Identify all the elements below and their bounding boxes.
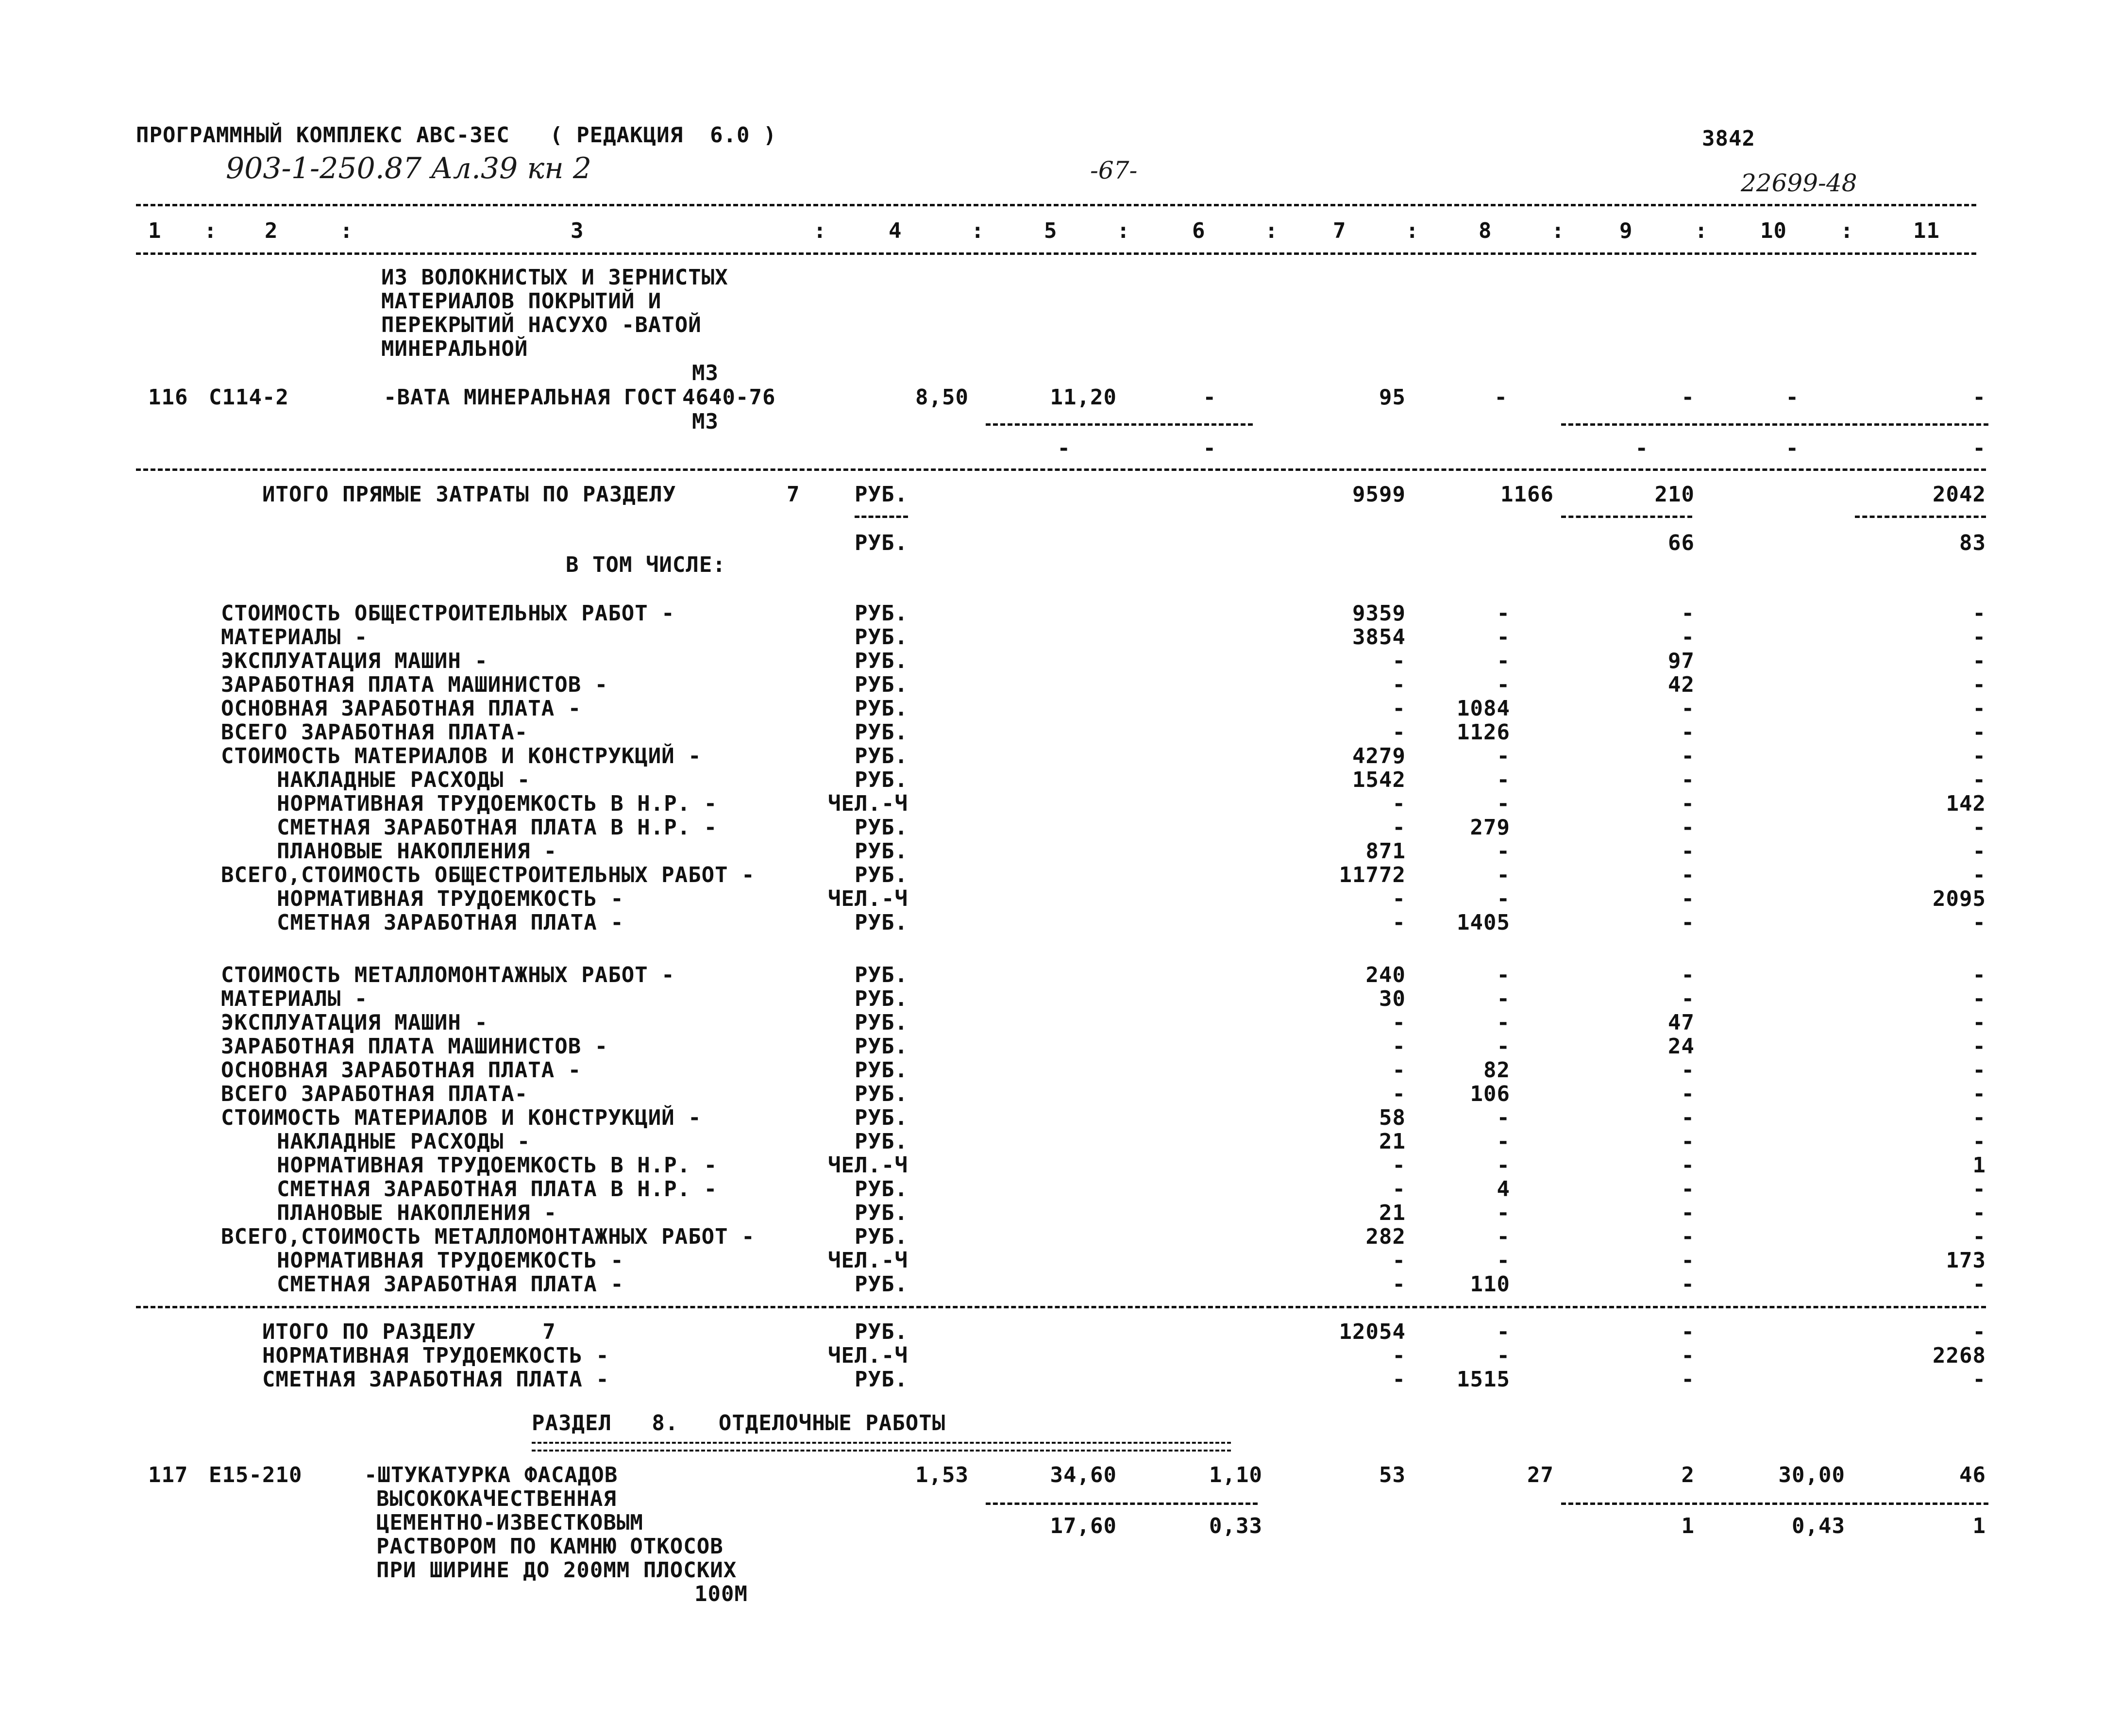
- row-c11: -: [1972, 963, 1986, 987]
- row-c11: -: [1972, 672, 1986, 697]
- item-116-unit-bottom: М3: [692, 409, 719, 434]
- row-label: СМЕТНАЯ ЗАРАБОТНАЯ ПЛАТА В Н.Р. -: [277, 1177, 718, 1202]
- row-c8: -: [1497, 863, 1510, 887]
- item-116-gost: 4640-76: [682, 385, 776, 410]
- row-c9: -: [1681, 1129, 1695, 1154]
- row-c8: -: [1497, 649, 1510, 673]
- row-c9: 24: [1668, 1034, 1695, 1059]
- item-117-c10: 30,00: [1778, 1463, 1845, 1487]
- row-label: СМЕТНАЯ ЗАРАБОТНАЯ ПЛАТА -: [277, 910, 624, 935]
- item-116-c10b: -: [1785, 436, 1799, 461]
- item-116-description-line: МАТЕРИАЛОВ ПОКРЫТИЙ И: [381, 289, 662, 314]
- row-c9: -: [1681, 1272, 1695, 1297]
- section-total-c8: -: [1497, 1319, 1510, 1344]
- column-separator: :: [1840, 218, 1854, 243]
- row-c9: 47: [1668, 1010, 1695, 1035]
- row-c11: -: [1972, 1105, 1986, 1130]
- column-separator: :: [1406, 218, 1419, 243]
- row-c11: -: [1972, 1058, 1986, 1083]
- row-label: ВСЕГО,СТОИМОСТЬ ОБЩЕСТРОИТЕЛЬНЫХ РАБОТ -: [221, 863, 755, 887]
- row-c8: -: [1497, 1153, 1510, 1178]
- item-117-description-line: ПРИ ШИРИНЕ ДО 200ММ ПЛОСКИХ: [376, 1558, 737, 1583]
- item-117-c6: 1,10: [1209, 1463, 1262, 1487]
- row-c9: -: [1681, 1105, 1695, 1130]
- item-117-code: Е15-210: [209, 1463, 303, 1487]
- item-117-c5b: 17,60: [1050, 1514, 1117, 1538]
- row-c7: 9359: [1352, 601, 1406, 626]
- column-separator: :: [1551, 218, 1565, 243]
- column-separator: :: [1117, 218, 1130, 243]
- row-unit: РУБ.: [855, 625, 908, 650]
- column-number-7: 7: [1333, 218, 1346, 243]
- row-label: ВСЕГО ЗАРАБОТНАЯ ПЛАТА-: [221, 720, 528, 745]
- row-c8: 1084: [1457, 696, 1510, 721]
- row-c9: -: [1681, 815, 1695, 840]
- item-117-c4: 1,53: [915, 1463, 969, 1487]
- row-label: НОРМАТИВНАЯ ТРУДОЕМКОСТЬ -: [277, 886, 624, 911]
- section-total-unit: РУБ.: [855, 1367, 908, 1392]
- row-c8: -: [1497, 1010, 1510, 1035]
- row-c8: -: [1497, 791, 1510, 816]
- section-total-c8: -: [1497, 1343, 1510, 1368]
- row-c9: -: [1681, 1224, 1695, 1249]
- row-c11: -: [1972, 986, 1986, 1011]
- row-label: СТОИМОСТЬ МЕТАЛЛОМОНТАЖНЫХ РАБОТ -: [221, 963, 675, 987]
- item-117-c10b: 0,43: [1792, 1514, 1845, 1538]
- column-separator: :: [340, 218, 353, 243]
- section-total-c11: -: [1972, 1319, 1986, 1344]
- item-116-description-line: ИЗ ВОЛОКНИСТЫХ И ЗЕРНИСТЫХ: [381, 265, 728, 290]
- row-c9: -: [1681, 720, 1695, 745]
- item-117-c6b: 0,33: [1209, 1514, 1262, 1538]
- row-c8: 1405: [1457, 910, 1510, 935]
- section-total-c11: 2268: [1933, 1343, 1986, 1368]
- item-116-sub-rule-5-6: [986, 423, 1253, 426]
- item-116-c10: -: [1785, 385, 1799, 410]
- row-c7: 3854: [1352, 625, 1406, 650]
- row-c8: -: [1497, 1248, 1510, 1273]
- totals-unit-2: РУБ.: [855, 531, 908, 555]
- row-c9: -: [1681, 1201, 1695, 1225]
- program-header: ПРОГРАММНЫЙ КОМПЛЕКС АВС-3ЕС ( РЕДАКЦИЯ 6.0 ): [136, 123, 777, 148]
- item-117-c5: 34,60: [1050, 1463, 1117, 1487]
- row-c9: -: [1681, 986, 1695, 1011]
- row-unit: РУБ.: [855, 696, 908, 721]
- column-number-5: 5: [1044, 218, 1058, 243]
- row-label: ЭКСПЛУАТАЦИЯ МАШИН -: [221, 649, 488, 673]
- row-c8: -: [1497, 986, 1510, 1011]
- row-c7: 4279: [1352, 744, 1406, 768]
- row-unit: РУБ.: [855, 839, 908, 864]
- row-c7: -: [1392, 886, 1406, 911]
- row-label: СТОИМОСТЬ МАТЕРИАЛОВ И КОНСТРУКЦИЙ -: [221, 1105, 702, 1130]
- row-c9: -: [1681, 839, 1695, 864]
- row-unit: РУБ.: [855, 1034, 908, 1059]
- row-unit: РУБ.: [855, 744, 908, 768]
- item-116-unit: М3: [692, 361, 719, 385]
- page-mark: -67-: [1090, 156, 1138, 184]
- row-c11: -: [1972, 1224, 1986, 1249]
- row-label: ОСНОВНАЯ ЗАРАБОТНАЯ ПЛАТА -: [221, 1058, 582, 1083]
- totals-c9: 210: [1654, 482, 1695, 507]
- row-c11: -: [1972, 649, 1986, 673]
- item-116-c6: -: [1203, 385, 1216, 410]
- column-number-3: 3: [571, 218, 584, 243]
- item-117-c9: 2: [1681, 1463, 1695, 1487]
- row-c11: -: [1972, 1034, 1986, 1059]
- row-unit: РУБ.: [855, 815, 908, 840]
- row-c7: 21: [1379, 1201, 1406, 1225]
- row-c8: -: [1497, 886, 1510, 911]
- sheet-number: 3842: [1702, 126, 1755, 151]
- row-c9: -: [1681, 1153, 1695, 1178]
- row-unit: ЧЕЛ.-Ч: [828, 1153, 908, 1178]
- column-separator: :: [971, 218, 985, 243]
- row-c8: 279: [1470, 815, 1510, 840]
- row-c7: -: [1392, 1153, 1406, 1178]
- row-c8: -: [1497, 963, 1510, 987]
- row-unit: РУБ.: [855, 1201, 908, 1225]
- column-number-11: 11: [1913, 218, 1940, 243]
- rule-column-header: [136, 252, 1976, 255]
- row-c9: -: [1681, 863, 1695, 887]
- row-unit: РУБ.: [855, 672, 908, 697]
- row-c9: 42: [1668, 672, 1695, 697]
- row-unit: РУБ.: [855, 1129, 908, 1154]
- totals-section-number: 7: [787, 482, 800, 507]
- item-116-description-line: МИНЕРАЛЬНОЙ: [381, 336, 528, 361]
- row-c11: -: [1972, 1272, 1986, 1297]
- row-c7: 30: [1379, 986, 1406, 1011]
- handwritten-code: 903-1-250.87 Ал.39 кн 2: [226, 151, 591, 185]
- row-c7: -: [1392, 791, 1406, 816]
- row-c8: 82: [1483, 1058, 1510, 1083]
- row-c9: -: [1681, 791, 1695, 816]
- row-c11: -: [1972, 1010, 1986, 1035]
- section-8-underline: [532, 1442, 1231, 1452]
- section-total-c7: -: [1392, 1367, 1406, 1392]
- row-c8: -: [1497, 1034, 1510, 1059]
- row-unit: РУБ.: [855, 1105, 908, 1130]
- totals-c11-rule: [1855, 516, 1986, 518]
- item-117-c11b: 1: [1972, 1514, 1986, 1538]
- row-c7: 871: [1365, 839, 1406, 864]
- section-total-c7: 12054: [1339, 1319, 1406, 1344]
- row-c9: -: [1681, 768, 1695, 792]
- section-total-c9: -: [1681, 1319, 1695, 1344]
- section-total-label: НОРМАТИВНАЯ ТРУДОЕМКОСТЬ -: [262, 1343, 609, 1368]
- row-unit: РУБ.: [855, 768, 908, 792]
- section-total-unit: ЧЕЛ.-Ч: [828, 1343, 908, 1368]
- handwritten-number: 22699-48: [1741, 169, 1857, 197]
- row-c11: -: [1972, 696, 1986, 721]
- row-c9: -: [1681, 601, 1695, 626]
- row-c8: -: [1497, 672, 1510, 697]
- row-unit: РУБ.: [855, 1010, 908, 1035]
- row-unit: ЧЕЛ.-Ч: [828, 1248, 908, 1273]
- row-unit: РУБ.: [855, 1082, 908, 1106]
- item-117-sub-rule-5-6: [986, 1502, 1258, 1505]
- row-label: МАТЕРИАЛЫ -: [221, 625, 368, 650]
- item-117-c9b: 1: [1681, 1514, 1695, 1538]
- row-c8: -: [1497, 1105, 1510, 1130]
- row-c9: -: [1681, 744, 1695, 768]
- row-c9: -: [1681, 625, 1695, 650]
- column-number-4: 4: [889, 218, 902, 243]
- item-116-c8: -: [1494, 385, 1508, 410]
- row-c7: -: [1392, 1177, 1406, 1202]
- item-117-c11: 46: [1959, 1463, 1986, 1487]
- row-c11: -: [1972, 1129, 1986, 1154]
- row-label: СТОИМОСТЬ ОБЩЕСТРОИТЕЛЬНЫХ РАБОТ -: [221, 601, 675, 626]
- column-separator: :: [204, 218, 218, 243]
- row-unit: ЧЕЛ.-Ч: [828, 791, 908, 816]
- row-c7: -: [1392, 910, 1406, 935]
- row-unit: РУБ.: [855, 649, 908, 673]
- row-c8: -: [1497, 839, 1510, 864]
- row-c7: -: [1392, 649, 1406, 673]
- row-c9: -: [1681, 1082, 1695, 1106]
- section-total-c7: -: [1392, 1343, 1406, 1368]
- section-total-c11: -: [1972, 1367, 1986, 1392]
- item-116-sub-rule-9-11: [1561, 423, 1988, 426]
- row-unit: РУБ.: [855, 963, 908, 987]
- row-c7: 58: [1379, 1105, 1406, 1130]
- row-c11: 1: [1972, 1153, 1986, 1178]
- row-c9: -: [1681, 1058, 1695, 1083]
- row-c7: -: [1392, 1082, 1406, 1106]
- column-number-6: 6: [1192, 218, 1206, 243]
- row-c11: -: [1972, 863, 1986, 887]
- totals-unit-rule: [855, 516, 908, 518]
- row-label: НАКЛАДНЫЕ РАСХОДЫ -: [277, 768, 531, 792]
- item-117-sub-rule-9-11: [1561, 1502, 1988, 1505]
- item-116-c4: 8,50: [915, 385, 969, 410]
- row-unit: РУБ.: [855, 1272, 908, 1297]
- row-c8: -: [1497, 601, 1510, 626]
- row-label: ВСЕГО ЗАРАБОТНАЯ ПЛАТА-: [221, 1082, 528, 1106]
- row-label: НОРМАТИВНАЯ ТРУДОЕМКОСТЬ -: [277, 1248, 624, 1273]
- item-116-c9: -: [1681, 385, 1695, 410]
- item-117-unit: 100М: [694, 1582, 748, 1606]
- item-117-number: 117: [148, 1463, 188, 1487]
- row-c8: -: [1497, 625, 1510, 650]
- item-116-c11b: -: [1972, 436, 1986, 461]
- totals-c8: 1166: [1500, 482, 1554, 507]
- section-total-label: ИТОГО ПО РАЗДЕЛУ 7: [262, 1319, 556, 1344]
- totals-label: ИТОГО ПРЯМЫЕ ЗАТРАТЫ ПО РАЗДЕЛУ: [262, 482, 676, 507]
- row-c11: 142: [1946, 791, 1986, 816]
- item-117-description-line: ЦЕМЕНТНО-ИЗВЕСТКОВЫМ: [376, 1510, 643, 1535]
- row-c9: -: [1681, 886, 1695, 911]
- row-c11: -: [1972, 1082, 1986, 1106]
- row-c9: -: [1681, 910, 1695, 935]
- column-separator: :: [1265, 218, 1279, 243]
- item-117-c8: 27: [1527, 1463, 1554, 1487]
- item-116-c11: -: [1972, 385, 1986, 410]
- row-c7: 282: [1365, 1224, 1406, 1249]
- row-c8: -: [1497, 1224, 1510, 1249]
- row-c7: -: [1392, 720, 1406, 745]
- row-label: НОРМАТИВНАЯ ТРУДОЕМКОСТЬ В Н.Р. -: [277, 1153, 718, 1178]
- row-unit: РУБ.: [855, 910, 908, 935]
- row-label: СТОИМОСТЬ МАТЕРИАЛОВ И КОНСТРУКЦИЙ -: [221, 744, 702, 768]
- row-label: ЗАРАБОТНАЯ ПЛАТА МАШИНИСТОВ -: [221, 1034, 608, 1059]
- row-c9: 97: [1668, 649, 1695, 673]
- row-label: ПЛАНОВЫЕ НАКОПЛЕНИЯ -: [277, 1201, 557, 1225]
- row-unit: РУБ.: [855, 1177, 908, 1202]
- row-c11: -: [1972, 601, 1986, 626]
- row-label: СМЕТНАЯ ЗАРАБОТНАЯ ПЛАТА В Н.Р. -: [277, 815, 718, 840]
- totals-c7: 9599: [1352, 482, 1406, 507]
- row-c9: -: [1681, 963, 1695, 987]
- row-c7: -: [1392, 1058, 1406, 1083]
- row-label: ЗАРАБОТНАЯ ПЛАТА МАШИНИСТОВ -: [221, 672, 608, 697]
- row-label: НАКЛАДНЫЕ РАСХОДЫ -: [277, 1129, 531, 1154]
- row-c11: -: [1972, 720, 1986, 745]
- row-c7: 21: [1379, 1129, 1406, 1154]
- row-c8: 4: [1497, 1177, 1510, 1202]
- section-total-c9: -: [1681, 1343, 1695, 1368]
- item-117-description-line: РАСТВОРОМ ПО КАМНЮ ОТКОСОВ: [376, 1534, 723, 1559]
- row-c7: 1542: [1352, 768, 1406, 792]
- row-c7: -: [1392, 1034, 1406, 1059]
- row-c8: -: [1497, 744, 1510, 768]
- totals-c11: 2042: [1933, 482, 1986, 507]
- row-c7: -: [1392, 815, 1406, 840]
- row-unit: ЧЕЛ.-Ч: [828, 886, 908, 911]
- row-c7: -: [1392, 1248, 1406, 1273]
- row-c11: -: [1972, 839, 1986, 864]
- totals-c11b: 83: [1959, 531, 1986, 555]
- section-total-unit: РУБ.: [855, 1319, 908, 1344]
- row-unit: РУБ.: [855, 863, 908, 887]
- item-116-c9b: -: [1635, 436, 1649, 461]
- item-116-c7: 95: [1379, 385, 1406, 410]
- item-116-code: С114-2: [209, 385, 289, 410]
- row-c8: -: [1497, 1129, 1510, 1154]
- row-label: МАТЕРИАЛЫ -: [221, 986, 368, 1011]
- rule-top: [136, 204, 1976, 206]
- row-c11: -: [1972, 768, 1986, 792]
- row-c9: -: [1681, 696, 1695, 721]
- section-8-title: РАЗДЕЛ 8. ОТДЕЛОЧНЫЕ РАБОТЫ: [532, 1411, 946, 1436]
- row-c8: -: [1497, 1201, 1510, 1225]
- row-c8: 106: [1470, 1082, 1510, 1106]
- section-total-label: СМЕТНАЯ ЗАРАБОТНАЯ ПЛАТА -: [262, 1367, 609, 1392]
- row-c7: -: [1392, 672, 1406, 697]
- section-total-c8: 1515: [1457, 1367, 1510, 1392]
- row-c11: -: [1972, 910, 1986, 935]
- column-number-10: 10: [1760, 218, 1787, 243]
- row-c7: 11772: [1339, 863, 1406, 887]
- item-116-name: -ВАТА МИНЕРАЛЬНАЯ ГОСТ: [384, 385, 677, 410]
- row-c11: -: [1972, 1177, 1986, 1202]
- totals-unit: РУБ.: [855, 482, 908, 507]
- section-total-c9: -: [1681, 1367, 1695, 1392]
- row-label: СМЕТНАЯ ЗАРАБОТНАЯ ПЛАТА -: [277, 1272, 624, 1297]
- row-label: ОСНОВНАЯ ЗАРАБОТНАЯ ПЛАТА -: [221, 696, 582, 721]
- row-c8: 110: [1470, 1272, 1510, 1297]
- row-label: ПЛАНОВЫЕ НАКОПЛЕНИЯ -: [277, 839, 557, 864]
- column-separator: :: [813, 218, 827, 243]
- column-number-8: 8: [1479, 218, 1492, 243]
- row-c11: -: [1972, 744, 1986, 768]
- row-c7: 240: [1365, 963, 1406, 987]
- item-116-description-line: ПЕРЕКРЫТИЙ НАСУХО -ВАТОЙ: [381, 313, 702, 337]
- item-116-c6b: -: [1203, 436, 1216, 461]
- including-label: В ТОМ ЧИСЛЕ:: [566, 552, 726, 577]
- item-116-c5b: -: [1057, 436, 1071, 461]
- row-c11: -: [1972, 625, 1986, 650]
- row-unit: РУБ.: [855, 986, 908, 1011]
- row-c9: -: [1681, 1248, 1695, 1273]
- row-c11: -: [1972, 1201, 1986, 1225]
- column-number-2: 2: [265, 218, 278, 243]
- column-separator: :: [1695, 218, 1708, 243]
- row-c8: 1126: [1457, 720, 1510, 745]
- rule-after-item-116: [136, 468, 1986, 471]
- item-116-c5: 11,20: [1050, 385, 1117, 410]
- row-c7: -: [1392, 1272, 1406, 1297]
- row-c7: -: [1392, 696, 1406, 721]
- column-number-9: 9: [1619, 218, 1633, 243]
- item-117-description-line: -ШТУКАТУРКА ФАСАДОВ: [364, 1463, 618, 1487]
- row-label: ЭКСПЛУАТАЦИЯ МАШИН -: [221, 1010, 488, 1035]
- row-c8: -: [1497, 768, 1510, 792]
- row-c9: -: [1681, 1177, 1695, 1202]
- row-unit: РУБ.: [855, 1224, 908, 1249]
- totals-c9b: 66: [1668, 531, 1695, 555]
- rule-before-section-total: [136, 1306, 1986, 1308]
- totals-c9-rule: [1561, 516, 1692, 518]
- item-116-number: 116: [148, 385, 188, 410]
- row-unit: РУБ.: [855, 601, 908, 626]
- row-unit: РУБ.: [855, 1058, 908, 1083]
- row-c11: -: [1972, 815, 1986, 840]
- item-117-description-line: ВЫСОКОКАЧЕСТВЕННАЯ: [376, 1486, 617, 1511]
- item-117-c7: 53: [1379, 1463, 1406, 1487]
- row-c11: 2095: [1933, 886, 1986, 911]
- row-c11: 173: [1946, 1248, 1986, 1273]
- row-unit: РУБ.: [855, 720, 908, 745]
- row-label: ВСЕГО,СТОИМОСТЬ МЕТАЛЛОМОНТАЖНЫХ РАБОТ -: [221, 1224, 755, 1249]
- row-label: НОРМАТИВНАЯ ТРУДОЕМКОСТЬ В Н.Р. -: [277, 791, 718, 816]
- row-c7: -: [1392, 1010, 1406, 1035]
- column-number-1: 1: [148, 218, 162, 243]
